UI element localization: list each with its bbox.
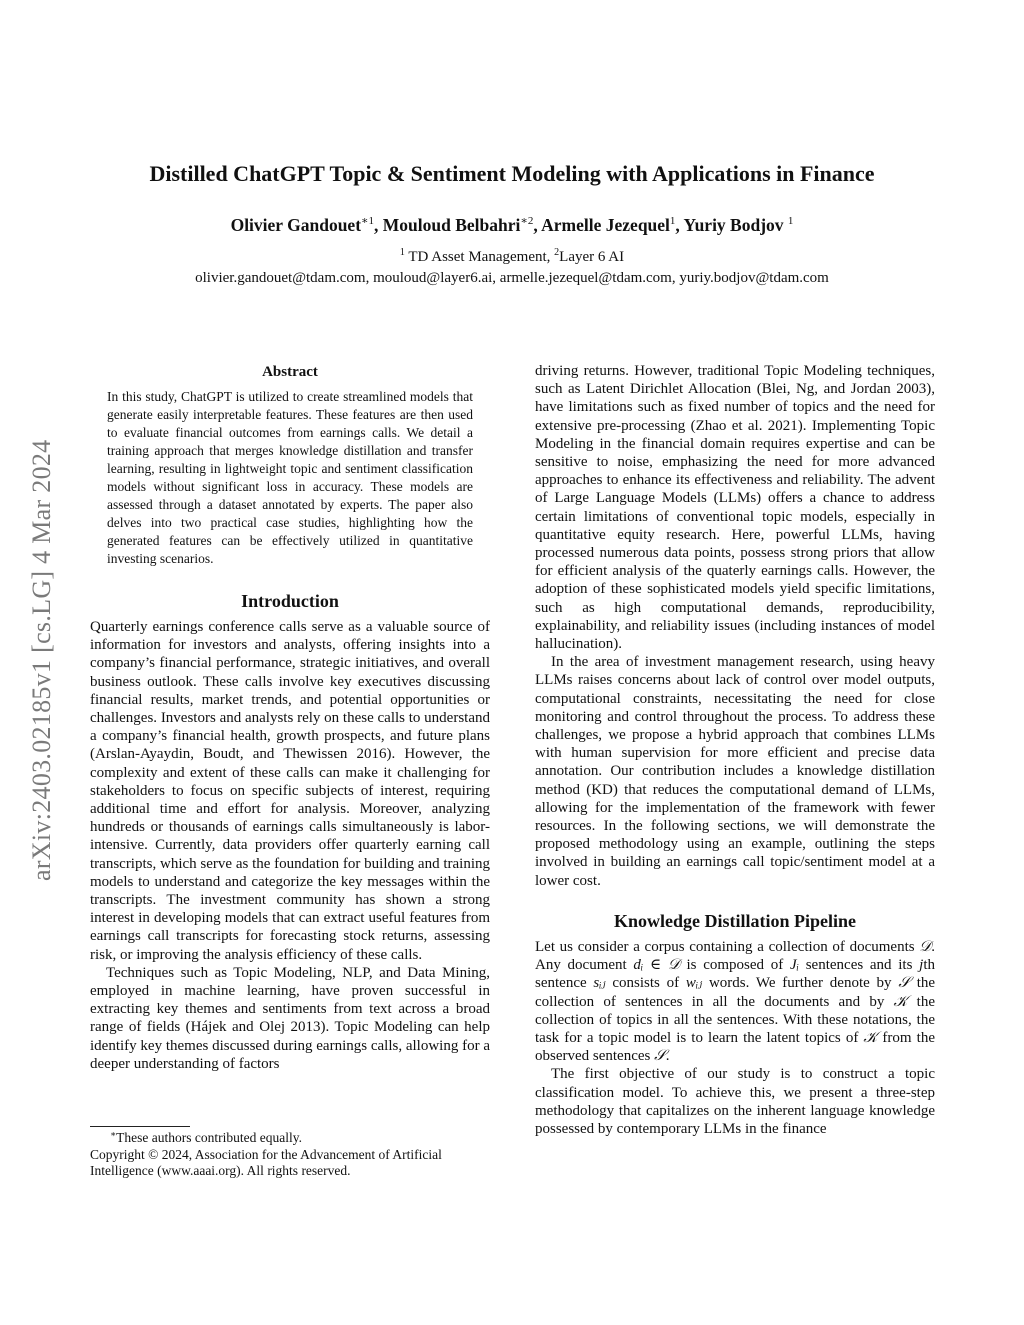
introduction-paragraph-3: In the area of investment management research, using heavy LLMs raises concerns about lack of control over model outputs, computational constraints, necessitating the need for close monitoring and control throughout the process. To address these challenges, we propose a hybrid approach that combines LLMs with human supervision for more efficient and precise data annotation. Our contribution includes a knowledge distillation method (KD) that reduces the computational demand of LLMs, allowing for the implementation of the framework with fewer resources. In the following sections, we will demonstrate the proposed methodology using an example, outlining the steps involved in building an earnings call topic/sentiment model at a lower cost.: [535, 654, 935, 889]
introduction-paragraph-1: Quarterly earnings conference calls serve as a valuable source of information for investors and analysts, offering insights into a company’s financial performance, strategic initiatives, and overall business outlook. These calls involve key executives discussing financial results, market trends, and potential opportunities or challenges. Investors and analysts rely on these calls to understand a company’s financial health, growth prospects, and future plans (Arslan-Ayaydin, Boudt, and Thewissen 2016). However, the complexity and extent of these calls can make it challenging for stakeholders to focus on specific subjects of interest, requiring additional time and effort for analysis. Moreover, analyzing hundreds or thousands of earnings calls simultaneously is labor-intensive. Currently, data providers offer quarterly earning call transcripts, which serve as the foundation for building and training models to understand and categorize the key messages within the transcripts. The investment community has shown a strong interest in developing models that can extract useful features from earnings call transcripts for forecasting stock returns, assessing risk, or improving the analysis efficiency of these calls.: [90, 619, 490, 963]
right-column: [535, 362, 935, 1138]
author-list: Olivier Gandouet$^{∗1}$, Mouloud Belbahri$^{∗2}$, Armelle Jezequel$^1$, Yuriy Bodjov $^1$: [230, 215, 794, 235]
affiliations: $^1$ TD Asset Management, $^2$Layer 6 AI: [399, 247, 625, 265]
introduction-paragraph-2-continued: driving returns. However, traditional Topic Modeling techniques, such as Latent Dirichlet Allocation (Blei, Ng, and Jordan 2003), have limitations such as fixed number of topics and the need for extensive pre-processing (Zhao et al. 2021). Implementing Topic Modeling in the financial domain requires expertise and can be sensitive to noise, emphasizing the need for more advanced approaches to enhance its effectiveness and reliability. The advent of Large Language Models (LLMs) offers a chance to address certain limitations of conventional topic models, especially in quantitative equity research. Here, powerful LLMs, having processed numerous data points, possess strong priors that allow for efficient analysis of the quaterly earnings calls. However, the adoption of these sophisticated models yield specific limitations, such as high computational demands, reproducibility, explainability, and reliability issues (including instances of model hallucination).: [535, 363, 935, 653]
author-affiliation-mark: ∗1: [361, 215, 375, 227]
author-affiliation-mark: 1: [669, 215, 676, 227]
author-affiliation-mark: 1: [787, 215, 794, 227]
equal-contribution-footnote: ∗These authors contributed equally.: [110, 1129, 302, 1145]
paper-title: Distilled ChatGPT Topic & Sentiment Modeling with Applications in Finance: [149, 161, 875, 186]
copyright-notice: Copyright © 2024, Association for the Advancement of Artificial Intelligence (www.aaai.org). All rights reserved.: [90, 1146, 442, 1178]
author-name: Mouloud Belbahri: [382, 215, 521, 235]
footnote-divider: [90, 1126, 190, 1127]
abstract-heading: Abstract: [262, 364, 318, 380]
abstract-text: In this study, ChatGPT is utilized to create streamlined models that generate easily interpretable features. These features are then used to evaluate financial outcomes from earnings calls. We detail a training approach that merges knowledge distillation and transfer learning, resulting in lightweight topic and sentiment classification models without significant loss in accuracy. These models are assessed through a dataset annotated by experts. The paper also delves into two practical case studies, highlighting how the generated features can be effectively utilized in quantitative investing scenarios.: [107, 389, 473, 566]
author-emails: olivier.gandouet@tdam.com, mouloud@layer6.ai, armelle.jezequel@tdam.com, yuriy.bodjov@tdam.com: [195, 270, 829, 286]
author-affiliation-mark: ∗2: [520, 215, 534, 227]
author-name: Yuriy Bodjov: [683, 215, 788, 235]
author-name: Armelle Jezequel: [541, 215, 670, 235]
introduction-heading: Introduction: [241, 591, 339, 611]
introduction-paragraph-2: Techniques such as Topic Modeling, NLP, and Data Mining, employed in machine learning, have proven successful in extracting key themes and sentiments from text across a broad range of fields (Hájek and Olej 2013). Topic Modeling can help identify key themes discussed during earnings calls, allowing for a deeper understanding of factors: [90, 964, 490, 1072]
kd-pipeline-paragraph-1: Let us consider a corpus containing a collection of documents 𝒟. Any document dᵢ ∈ 𝒟 is composed of Jᵢ sentences and its jth sentence sᵢⱼ consists of wᵢⱼ words. We further denote by 𝒮 the collection of sentences in all the documents and by 𝒦 the collection of topics in all the sentences. With these notations, the task for a topic model is to learn the latent topics of 𝒦 from the observed sentences 𝒮.: [535, 938, 936, 1065]
left-column: [90, 360, 490, 1073]
kd-pipeline-paragraph-2: The first objective of our study is to construct a topic classification model. To achieve this, we present a three-step methodology that capitalizes on the inherent language knowledge possessed by contemporary LLMs in the finance: [535, 1066, 935, 1137]
footnotes: [90, 1130, 490, 1180]
kd-pipeline-heading: Knowledge Distillation Pipeline: [613, 910, 856, 931]
arxiv-identifier[interactable]: arXiv:2403.02185v1 [cs.LG] 4 Mar 2024: [27, 439, 56, 881]
author-name: Olivier Gandouet: [230, 215, 362, 235]
